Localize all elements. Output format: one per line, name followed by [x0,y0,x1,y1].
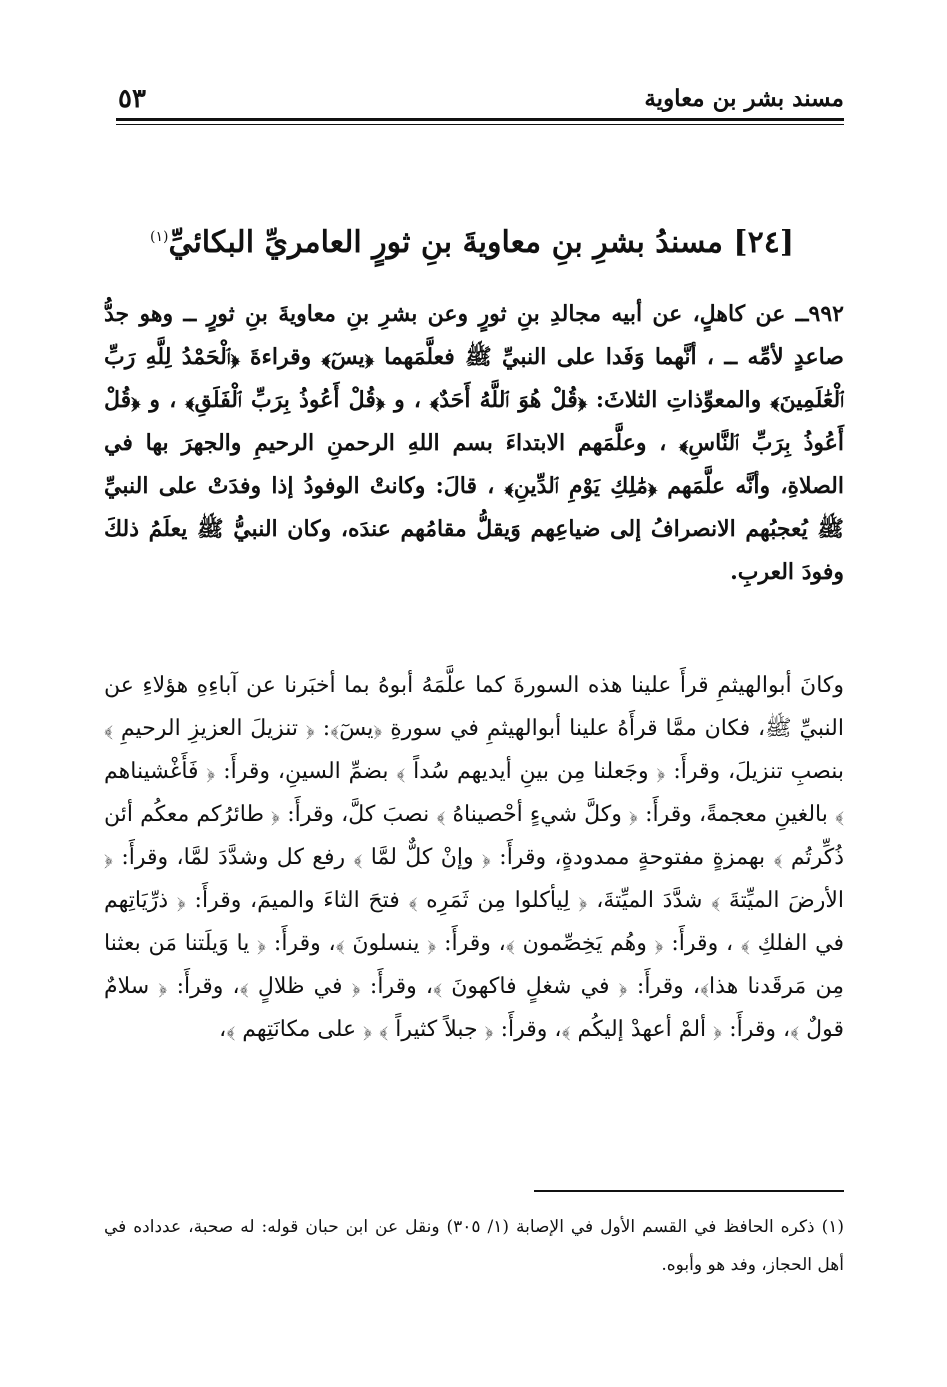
footnote-separator [534,1190,844,1192]
page-header [112,84,844,114]
running-title: مسند بشر بن معاوية [644,85,844,112]
footnote-reference: (١) [149,229,169,245]
hadith-paragraph: ٩٩٢ــ عن كاهلٍ، عن أبيه مجالدِ بنِ ثورٍ وعن بشرِ بنِ معاويةَ بنِ ثورٍ ــ وهو جدُّ صاعدٍ لأمِّه ــ ، أنَّهما وَفَدا على النبيِّ ﷺ فعلَّمَهما ﴿يسٓ﴾ وقراءةَ ﴿ٱلْحَمْدُ لِلَّهِ رَبِّ ٱلْعَٰلَمِينَ﴾ والمعوِّذاتِ الثلاثَ: ﴿قُلْ هُوَ ٱللَّهُ أَحَدٌ﴾ ، و ﴿قُلْ أَعُوذُ بِرَبِّ ٱلْفَلَقِ﴾ ، و ﴿قُلْ أَعُوذُ بِرَبِّ ٱلنَّاسِ﴾ ، وعلَّمَهم الابتداءَ بسم اللهِ الرحمنِ الرحيمِ والجهرَ بها في الصلاةِ، وأنَّه علَّمَهم ﴿مَٰلِكِ يَوْمِ ٱلدِّينِ﴾ ، قالَ: وكانتْ الوفودُ إذا وفدَتْ على النبيِّ ﷺ يُعجبُهم الانصرافُ إلى ضياعِهم وَيقلُّ مقامُهم عندَه، وكان النبيُّ ﷺ يعلَمُ ذلكَ وفودَ العربِ. [104,301,844,585]
chapter-title-text: [٢٤] مسندُ بشرِ بنِ معاويةَ بنِ ثورٍ العامريِّ البكائيِّ [168,225,795,260]
header-rule-thin [116,124,844,125]
footnote: (١) ذكره الحافظ في القسم الأول في الإصابة (١/ ٣٠٥) ونقل عن ابن حبان قوله: له صحبة، عدداده في أهل الحجاز، وفد هو وأبوه. [104,1217,845,1275]
reading-paragraph: وكانَ أبوالهيثمِ قرأَ علينا هذه السورةَ كما علَّمَهُ أبوهُ بما أخبَرنا عن آباءِهِ هؤلاءِ عن النبيِّ ﷺ، فكان ممَّا قرأَهُ علينا أبوالهيثمِ في سورةِ ﴿يسٓ﴾: ﴿ تنزيلَ العزيزِ الرحيمِ ﴾ بنصبِ تنزيلَ، وقرأَ: ﴿ وجَعلنا مِن بينِ أيديهم سُداً ﴾ بضمِّ السينِ، وقرأَ: ﴿ فَأَغْشيناهم ﴾ بالغينِ معجمةً، وقرأَ: ﴿ وكلَّ شيءٍ أحْصيناهُ ﴾ نصبَ كلَّ، وقرأَ: ﴿ طائرُكم معكُم أئن ذُكِّرتُم ﴾ بهمزةٍ مفتوحةٍ ممدودةٍ، وقرأَ: ﴿ وإنْ كلٌّ لمَّا ﴾ رفع كل وشدَّدَ لمَّا، وقرأَ: ﴿ الأرضَ الميِّتةَ ﴾ شدَّدَ الميِّتةَ، ﴿ لِيأكلوا مِن ثَمَرِه ﴾ فتحَ الثاءَ والميمَ، وقرأَ: ﴿ ذرِّيَاتِهم في الفلكِ ﴾ ، وقرأَ: ﴿ وهُم يَخِصِّمون ﴾، وقرأَ: ﴿ ينسلونَ ﴾، وقرأَ: ﴿ يا وَيلَتنا مَن بعثنا مِن مَرقَدنا هذا﴾، وقرأَ: ﴿ في شغلٍ فاكهونَ ﴾، وقرأَ: ﴿ في ظلالٍ ﴾، وقرأَ: ﴿ سلامٌ قولٌ ﴾، وقرأَ: ﴿ ألمْ أعهدْ إليكُم ﴾، وقرأَ: ﴿ جبلاً كثيراً ﴾ ﴿ على مكانَتِهم ﴾، [104,673,844,1042]
page-number: ٥٣ [118,84,146,114]
chapter-title [100,212,844,268]
header-rule-thick [116,118,844,121]
